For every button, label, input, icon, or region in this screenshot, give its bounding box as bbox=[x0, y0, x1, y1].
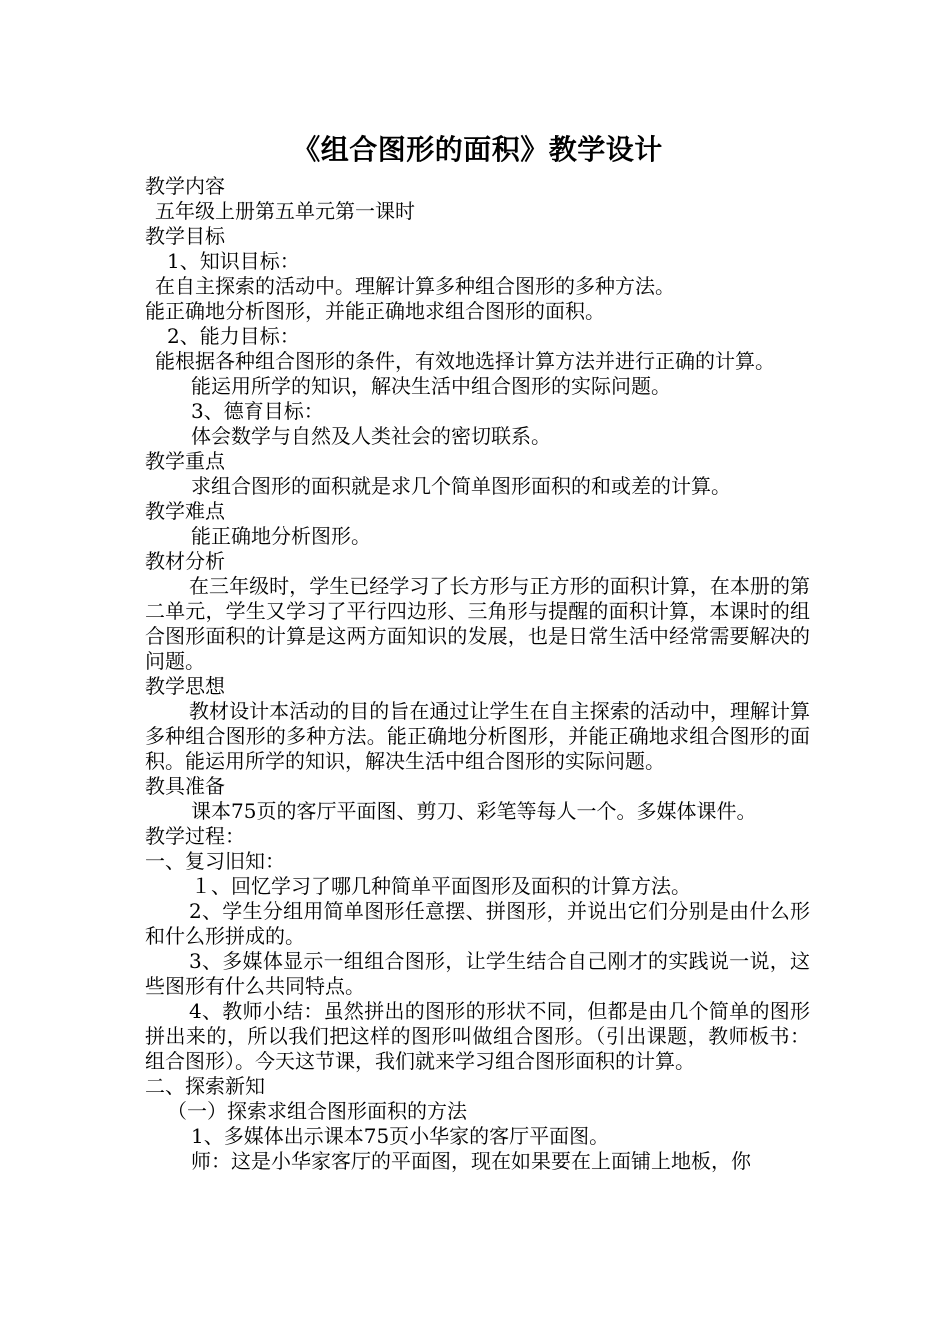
text-line: 教学思想 bbox=[145, 674, 225, 698]
text-line: 求组合图形的面积就是求几个简单图形面积的和或差的计算。 bbox=[191, 474, 731, 498]
text-line: 体会数学与自然及人类社会的密切联系。 bbox=[191, 424, 551, 448]
document-title: 《组合图形的面积》教学设计 bbox=[292, 133, 663, 166]
text-line: 能正确地分析图形。 bbox=[191, 524, 371, 548]
text-line: 3、德育目标： bbox=[191, 399, 324, 423]
text-line: 教学内容 bbox=[145, 174, 225, 198]
text-line: 能根据各种组合图形的条件，有效地选择计算方法并进行正确的计算。 bbox=[155, 349, 775, 373]
text-line: 教学难点 bbox=[145, 499, 225, 523]
text-line: １、回忆学习了哪几种简单平面图形及面积的计算方法。 bbox=[191, 874, 691, 898]
text-line: 教材设计本活动的目的旨在通过让学生在自主探索的活动中，理解计算多种组合图形的多种方法。能正确地分析图形，并能正确地求组合图形的面积。能运用所学的知识，解决生活中组合图形的实际问题。 bbox=[145, 699, 810, 773]
text-line: 教学重点 bbox=[145, 449, 225, 473]
text-line: 师：这是小华家客厅的平面图，现在如果要在上面铺上地板，你 bbox=[191, 1149, 751, 1173]
text-line: 教具准备 bbox=[145, 774, 225, 798]
text-line: 4、教师小结：虽然拼出的图形的形状不同，但都是由几个简单的图形拼出来的，所以我们把这样的图形叫做组合图形。（引出课题，教师板书：组合图形）。今天这节课，我们就来学习组合图形面积的计算。 bbox=[145, 999, 810, 1073]
text-line: 在自主探索的活动中。理解计算多种组合图形的多种方法。 bbox=[155, 274, 675, 298]
text-line: 教学过程： bbox=[145, 824, 245, 848]
text-line: 一、复习旧知： bbox=[145, 849, 285, 873]
text-line: 能运用所学的知识，解决生活中组合图形的实际问题。 bbox=[191, 374, 671, 398]
text-line: 能正确地分析图形，并能正确地求组合图形的面积。 bbox=[145, 299, 605, 323]
text-line: 教学目标 bbox=[145, 224, 225, 248]
text-line: 2、学生分组用简单图形任意摆、拼图形，并说出它们分别是由什么形和什么形拼成的。 bbox=[145, 899, 810, 948]
text-line: 二、探索新知 bbox=[145, 1074, 265, 1098]
document-page bbox=[145, 128, 810, 1174]
text-line: 1、多媒体出示课本75页小华家的客厅平面图。 bbox=[191, 1124, 610, 1148]
text-line: 教材分析 bbox=[145, 549, 225, 573]
text-line: 3、多媒体显示一组组合图形，让学生结合自己刚才的实践说一说，这些图形有什么共同特点。 bbox=[145, 949, 810, 998]
text-line: 1、知识目标： bbox=[167, 249, 300, 273]
text-line: 五年级上册第五单元第一课时 bbox=[155, 199, 415, 223]
document-body bbox=[145, 174, 810, 1174]
text-line: 在三年级时，学生已经学习了长方形与正方形的面积计算，在本册的第二单元，学生又学习了平行四边形、三角形与提醒的面积计算，本课时的组合图形面积的计算是这两方面知识的发展，也是日常生活中经常需要解决的问题。 bbox=[145, 574, 810, 673]
text-line: （一）探索求组合图形面积的方法 bbox=[167, 1099, 467, 1123]
text-line: 课本75页的客厅平面图、剪刀、彩笔等每人一个。多媒体课件。 bbox=[191, 799, 757, 823]
text-line: 2、能力目标： bbox=[167, 324, 300, 348]
